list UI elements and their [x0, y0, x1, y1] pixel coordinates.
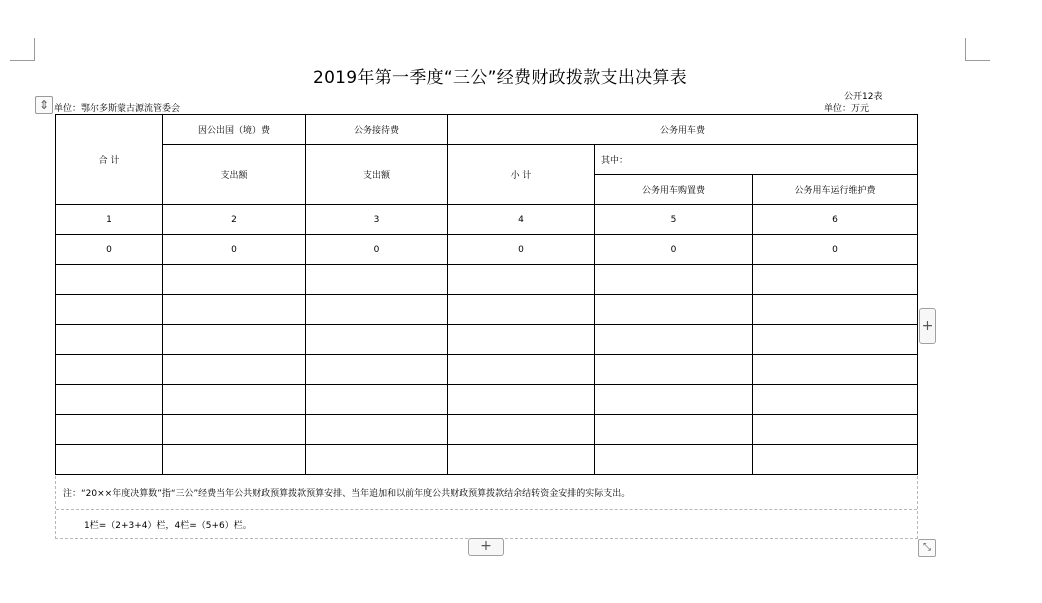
index-cell[interactable]: 1	[56, 205, 163, 235]
empty-cell[interactable]	[753, 265, 918, 295]
empty-row	[56, 385, 918, 415]
empty-row	[56, 325, 918, 355]
document-title: 2019年第一季度“三公”经费财政拨款支出决算表	[312, 68, 688, 88]
empty-cell[interactable]	[753, 385, 918, 415]
empty-cell[interactable]	[306, 325, 448, 355]
empty-cell[interactable]	[306, 445, 448, 475]
empty-cell[interactable]	[595, 415, 753, 445]
page-corner-top-right	[965, 38, 990, 61]
empty-cell[interactable]	[595, 445, 753, 475]
table-resize-handle-icon[interactable]: ⤡	[918, 539, 936, 557]
empty-cell[interactable]	[163, 445, 306, 475]
value-cell[interactable]: 0	[753, 235, 918, 265]
add-row-button[interactable]	[468, 538, 504, 556]
empty-cell[interactable]	[163, 355, 306, 385]
index-cell[interactable]: 2	[163, 205, 306, 235]
value-cell[interactable]: 0	[448, 235, 595, 265]
empty-cell[interactable]	[753, 325, 918, 355]
empty-cell[interactable]	[56, 265, 163, 295]
header-row-1	[56, 115, 918, 145]
header-purchase[interactable]: 公务用车购置费	[595, 175, 753, 205]
empty-cell[interactable]	[448, 355, 595, 385]
empty-cell[interactable]	[448, 415, 595, 445]
plus-icon: +	[921, 318, 934, 334]
value-cell[interactable]: 0	[163, 235, 306, 265]
empty-cell[interactable]	[448, 385, 595, 415]
empty-cell[interactable]	[753, 355, 918, 385]
add-column-button[interactable]	[919, 308, 936, 344]
empty-cell[interactable]	[448, 325, 595, 355]
empty-cell[interactable]	[56, 355, 163, 385]
header-subtotal[interactable]: 小 计	[448, 145, 595, 205]
empty-cell[interactable]	[306, 355, 448, 385]
value-cell[interactable]: 0	[56, 235, 163, 265]
index-cell[interactable]: 5	[595, 205, 753, 235]
empty-cell[interactable]	[56, 385, 163, 415]
index-row	[56, 205, 918, 235]
header-row-2	[56, 145, 918, 175]
empty-cell[interactable]	[163, 325, 306, 355]
empty-cell[interactable]	[753, 415, 918, 445]
empty-cell[interactable]	[595, 355, 753, 385]
table-code: 公开12表	[844, 92, 883, 102]
header-total[interactable]: 合 计	[56, 115, 163, 205]
empty-cell[interactable]	[163, 295, 306, 325]
empty-cell[interactable]	[56, 415, 163, 445]
notes-area	[55, 476, 918, 539]
header-abroad-sub[interactable]: 支出额	[163, 145, 306, 205]
empty-row	[56, 415, 918, 445]
header-among[interactable]: 其中：	[595, 145, 918, 175]
index-cell[interactable]: 4	[448, 205, 595, 235]
note-formula[interactable]: 1栏=（2+3+4）栏，4栏=（5+6）栏。	[84, 521, 252, 531]
empty-cell[interactable]	[595, 385, 753, 415]
empty-cell[interactable]	[595, 325, 753, 355]
data-row	[56, 235, 918, 265]
note-definition[interactable]: 注：“20××年度决算数”指“三公”经费当年公共财政预算拨款预算安排、当年追加和以前年度公共财政预算拨款结余结转资金安排的实际支出。	[63, 489, 631, 499]
empty-cell[interactable]	[753, 445, 918, 475]
empty-row	[56, 355, 918, 385]
value-cell[interactable]: 0	[306, 235, 448, 265]
empty-cell[interactable]	[448, 445, 595, 475]
plus-icon: +	[480, 538, 492, 554]
empty-cell[interactable]	[56, 445, 163, 475]
empty-row	[56, 265, 918, 295]
empty-cell[interactable]	[595, 265, 753, 295]
empty-cell[interactable]	[306, 415, 448, 445]
expenditure-table	[55, 114, 918, 475]
header-operation[interactable]: 公务用车运行维护费	[753, 175, 918, 205]
empty-cell[interactable]	[306, 385, 448, 415]
header-vehicle[interactable]: 公务用车费	[448, 115, 918, 145]
empty-cell[interactable]	[163, 415, 306, 445]
unit-organization: 单位：鄂尔多斯蒙古源流管委会	[54, 104, 181, 114]
header-reception[interactable]: 公务接待费	[306, 115, 448, 145]
empty-cell[interactable]	[753, 295, 918, 325]
empty-cell[interactable]	[448, 295, 595, 325]
page-corner-top-left	[10, 38, 35, 61]
empty-cell[interactable]	[448, 265, 595, 295]
value-cell[interactable]: 0	[595, 235, 753, 265]
empty-cell[interactable]	[595, 295, 753, 325]
table-move-handle-icon[interactable]: ⇕	[35, 96, 53, 114]
header-reception-sub[interactable]: 支出额	[306, 145, 448, 205]
empty-cell[interactable]	[56, 295, 163, 325]
empty-row	[56, 295, 918, 325]
index-cell[interactable]: 3	[306, 205, 448, 235]
header-abroad[interactable]: 因公出国（境）费	[163, 115, 306, 145]
empty-cell[interactable]	[163, 265, 306, 295]
empty-cell[interactable]	[163, 385, 306, 415]
unit-currency: 单位：万元	[824, 104, 870, 114]
index-cell[interactable]: 6	[753, 205, 918, 235]
empty-cell[interactable]	[306, 265, 448, 295]
empty-cell[interactable]	[306, 295, 448, 325]
empty-cell[interactable]	[56, 325, 163, 355]
note-divider	[56, 509, 917, 510]
empty-row	[56, 445, 918, 475]
